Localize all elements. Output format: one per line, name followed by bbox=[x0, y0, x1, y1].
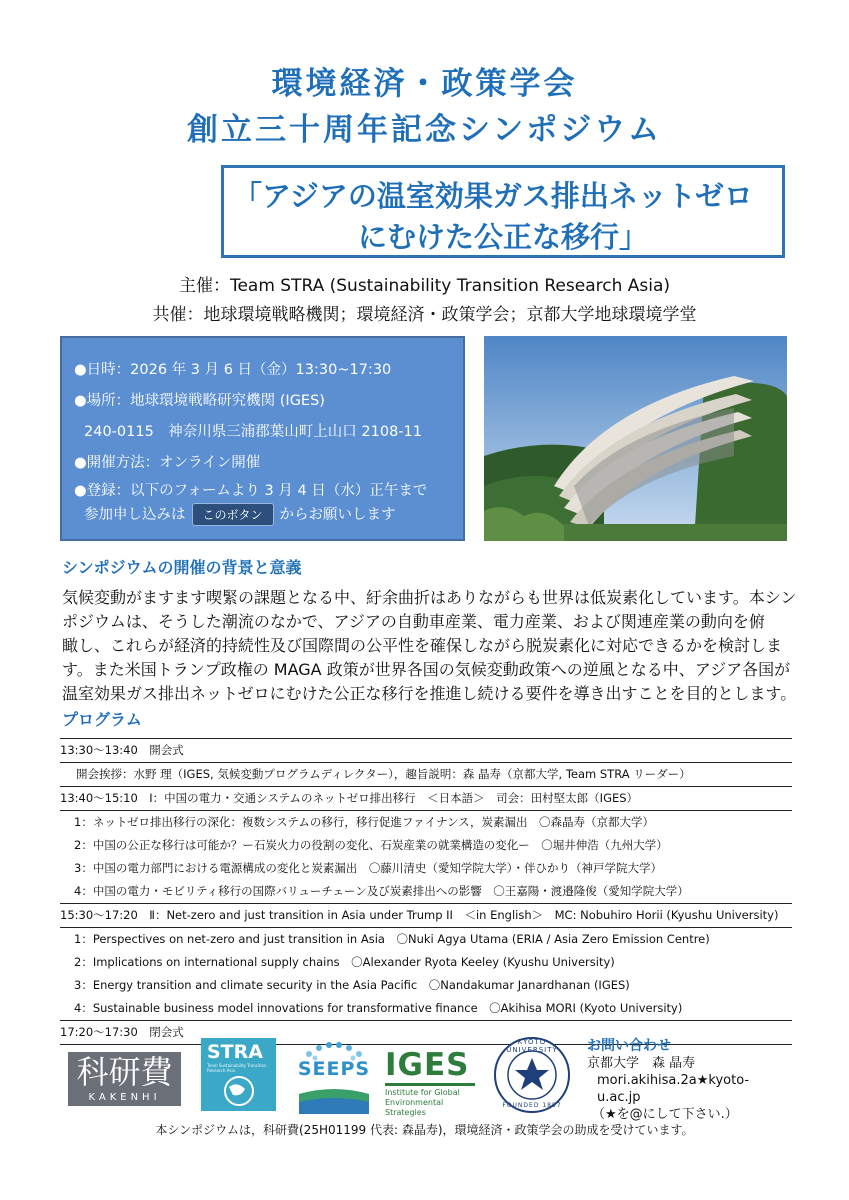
contact-org: 京都大学 森 晶寿 bbox=[587, 1056, 696, 1071]
program-table bbox=[60, 738, 792, 1045]
program-row: 13:40～15:10 Ⅰ：中国の電力・交通システムのネットゼロ排出移行 ＜日本語＞ 司会：田村堅太郎（IGES） bbox=[60, 786, 792, 811]
theme-box bbox=[221, 165, 785, 258]
apply-suffix: からお願いします bbox=[279, 507, 396, 523]
stra-logo-sub: Team Sustainability Transition Research Asia bbox=[207, 1063, 267, 1073]
kakenhi-logo-sub: KAKENHI bbox=[88, 1092, 161, 1103]
event-registration: ●登録：以下のフォームより 3 月 4 日（水）正午まで bbox=[74, 483, 428, 499]
theme-line-1: 「アジアの温室効果ガス排出ネットゼロ bbox=[233, 179, 753, 213]
title-line-1: 環境経済・政策学会 bbox=[271, 66, 578, 102]
background-line: す。また米国トランプ政権の MAGA 政策が世界各国の気候変動政策への逆風となる中、アジア各国が bbox=[62, 660, 791, 679]
program-row: 4：Sustainable business model innovations for transformative finance 〇Akihisa MORI (Kyoto University) bbox=[74, 1001, 683, 1015]
funding-footer: 本シンポジウムは，科研費(25H01199 代表: 森晶寿)，環境経済・政策学会の助成を受けています。 bbox=[155, 1123, 694, 1137]
iges-logo bbox=[385, 1047, 477, 1117]
title-line-2: 創立三十周年記念シンポジウム bbox=[187, 112, 662, 148]
seeps-logo-text: SEEPS bbox=[297, 1058, 371, 1080]
event-method: ●開催方法：オンライン開催 bbox=[74, 455, 261, 471]
background-line: 温室効果ガス排出ネットゼロにむけた公正な移行を推進し続ける要件を導き出すことを目的とします。 bbox=[62, 684, 797, 703]
iges-logo-sub1: Institute for Global bbox=[385, 1088, 460, 1097]
program-row: 3：中国の電力部門における電源構成の変化と炭素漏出 〇藤川清史（愛知学院大学）・伴ひかり（神戸学院大学） bbox=[74, 861, 663, 875]
kyoto-logo-ring-text: KYOTO UNIVERSITY bbox=[506, 1038, 558, 1054]
program-row: 15:30～17:20 Ⅱ：Net-zero and just transition in Asia under Trump II ＜in English＞ MC: Nobuhiro Horii (Kyushu University) bbox=[60, 903, 792, 928]
program-row: 13:30～13:40 開会式 bbox=[60, 738, 792, 763]
host-organizer: 主催：Team STRA (Sustainability Transition Research Asia) bbox=[178, 276, 671, 296]
program-row: 1：ネットゼロ排出移行の深化：複数システムの移行，移行促進ファイナンス，炭素漏出 〇森晶寿（京都大学） bbox=[74, 815, 655, 829]
program-row: 2：中国の公正な移行は可能か？ー石炭火力の役割の変化、石炭産業の就業構造の変化ー 〇堀井伸浩（九州大学） bbox=[74, 838, 668, 852]
kakenhi-logo-main: 科研費 bbox=[76, 1053, 173, 1091]
program-heading: プログラム bbox=[62, 710, 142, 729]
background-heading: シンポジウムの開催の背景と意義 bbox=[62, 558, 302, 577]
event-address: 240-0115 神奈川県三浦郡葉山町上山口 2108-11 bbox=[84, 424, 423, 440]
stra-logo bbox=[201, 1038, 276, 1111]
program-row: 17:20～17:30 閉会式 bbox=[60, 1020, 792, 1045]
apply-line bbox=[84, 503, 396, 526]
event-info-box bbox=[60, 336, 465, 541]
kyoto-logo-founded: FOUNDED 1897 bbox=[502, 1102, 562, 1109]
background-text bbox=[62, 586, 797, 706]
iges-divider bbox=[385, 1083, 475, 1086]
venue-photo bbox=[484, 336, 787, 541]
background-line: 瞰し、これらが経済的持続性及び国際間の公平性を確保しながら脱炭素化に対応できるかを検討しま bbox=[62, 636, 783, 655]
contact-note: （★を@にして下さい.） bbox=[592, 1107, 738, 1122]
program-row: 3：Energy transition and climate security in the Asia Pacific 〇Nandakumar Janardhanan (IGES) bbox=[74, 978, 630, 992]
contact-heading: お問い合わせ bbox=[587, 1038, 671, 1054]
program-row: 1：Perspectives on net-zero and just transition in Asia 〇Nuki Agya Utama (ERIA / Asia Zero Emission Centre) bbox=[74, 932, 710, 946]
kyoto-university-logo bbox=[493, 1036, 571, 1114]
contact-block bbox=[587, 1038, 787, 1123]
background-line: 気候変動がますます喫緊の課題となる中、紆余曲折はありながらも世界は低炭素化しています。本シン bbox=[62, 588, 797, 607]
iges-logo-sub2: Environmental Strategies bbox=[385, 1098, 444, 1117]
contact-email[interactable]: mori.akihisa.2a★kyoto-u.ac.jp bbox=[597, 1073, 750, 1105]
seeps-logo bbox=[295, 1036, 373, 1114]
program-row: 2：Implications on international supply chains 〇Alexander Ryota Keeley (Kyushu University) bbox=[74, 955, 615, 969]
theme-line-2: にむけた公正な移行」 bbox=[357, 220, 648, 254]
event-place: ●場所：地球環境戦略研究機関 (IGES) bbox=[74, 393, 325, 409]
event-date: ●日時：2026 年 3 月 6 日（金）13:30~17:30 bbox=[74, 362, 392, 378]
register-button[interactable]: このボタン bbox=[192, 503, 274, 526]
iges-logo-text: IGES bbox=[385, 1047, 470, 1083]
cohost-organizers: 共催：地球環境戦略機関；環境経済・政策学会；京都大学地球環境学堂 bbox=[152, 305, 697, 325]
program-row: 4：中国の電力・モビリティ移行の国際バリューチェーン及び炭素排出への影響 〇王嘉陽・渡邉隆俊（愛知学院大学） bbox=[74, 884, 689, 898]
stra-logo-text: STRA bbox=[207, 1041, 263, 1063]
apply-prefix: 参加申し込みは bbox=[84, 507, 186, 523]
kakenhi-logo bbox=[68, 1052, 181, 1106]
background-line: ポジウムは、そうした潮流のなかで、アジアの自動車産業、電力産業、および関連産業の動向を俯 bbox=[62, 612, 765, 631]
program-row: 開会挨拶：水野 理（IGES, 気候変動プログラムディレクター），趣旨説明：森 晶寿（京都大学, Team STRA リーダー） bbox=[76, 767, 691, 781]
